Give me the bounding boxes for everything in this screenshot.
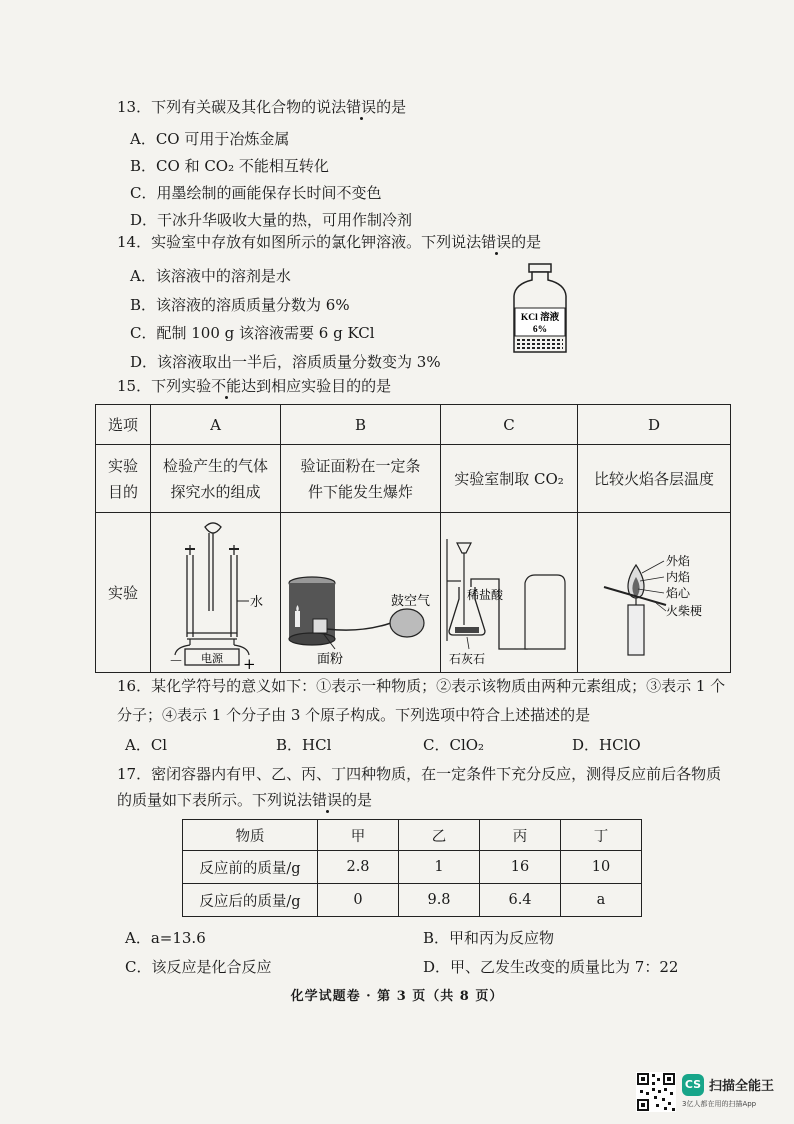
q13-stem-emphasis: 错误 <box>346 98 377 116</box>
q15-header-d: D <box>578 405 731 445</box>
q16-option-b: B．HCl <box>276 736 332 754</box>
q15-experiment-row <box>96 513 731 673</box>
label-dilute-hcl: 稀盐酸 <box>467 587 504 602</box>
q16-line-1: 16．某化学符号的意义如下：①表示一种物质；②表示该物质由两种元素组成；③表示 1 个 <box>117 677 726 695</box>
q17-header-yi: 乙 <box>399 820 480 851</box>
q17-line-2 <box>117 790 372 810</box>
kcl-bottle-figure <box>505 262 575 358</box>
q15-stem <box>117 376 391 396</box>
q15-figure-a-cell <box>151 513 281 673</box>
q15-experiment-label: 实验 <box>96 513 151 673</box>
q17-cell-after-ding: a <box>561 884 642 917</box>
q17-header-jia: 甲 <box>318 820 399 851</box>
q17-cell-after-yi: 9.8 <box>399 884 480 917</box>
q15-stem-emphasis: 不能 <box>211 377 242 395</box>
bottle-stopper <box>529 264 551 272</box>
q15-purpose-row <box>96 445 731 513</box>
q17-cell-label-before: 反应前的质量/g <box>183 851 318 884</box>
q17-header-row <box>183 820 642 851</box>
q17-table <box>182 819 642 917</box>
q17-option-c: C．该反应是化合反应 <box>125 958 272 976</box>
q15-purpose-label-2: 目的 <box>107 482 138 501</box>
q16-option-c: C．ClO₂ <box>423 736 485 754</box>
q15-purpose-label-1: 实验 <box>107 456 138 475</box>
q14-stem-text: 14．实验室中存放有如图所示的氯化钾溶液。下列说法 <box>117 233 482 251</box>
q17-cell-before-jia: 2.8 <box>318 851 399 884</box>
q14-option-d: D．该溶液取出一半后，溶质质量分数变为 3% <box>130 353 441 371</box>
label-match-stick: 火柴梗 <box>666 603 703 618</box>
q17-cell-label-after: 反应后的质量/g <box>183 884 318 917</box>
q13-stem-end: 的是 <box>376 98 407 116</box>
q17-line-2-end: 的是 <box>342 791 373 809</box>
bottle-label-name: KCl 溶液 <box>520 313 560 323</box>
q14-stem <box>117 232 541 252</box>
scanner-app-title: 扫描全能王 <box>709 1079 775 1094</box>
label-flour: 面粉 <box>317 651 344 667</box>
q15-purpose-a-1: 检验产生的气体 <box>162 456 268 475</box>
bottle-label-percent: 6% <box>532 325 548 335</box>
q15-header-a: A <box>151 405 281 445</box>
q17-header-substance: 物质 <box>183 820 318 851</box>
scanner-app-subtitle: 3亿人都在用的扫描App <box>682 1100 757 1108</box>
q15-header-row <box>96 405 731 445</box>
q17-cell-after-bing: 6.4 <box>480 884 561 917</box>
q17-line-1: 17．密闭容器内有甲、乙、丙、丁四种物质，在一定条件下充分反应，测得反应前后各物质 <box>117 765 722 783</box>
q15-figure-b-cell <box>281 513 441 673</box>
q17-header-bing: 丙 <box>480 820 561 851</box>
label-water: 水 <box>250 594 264 610</box>
q15-purpose-b-2: 件下能发生爆炸 <box>307 482 413 501</box>
q14-stem-end: 的是 <box>511 233 542 251</box>
qr-code-icon <box>636 1072 676 1112</box>
q15-purpose-b <box>281 445 441 513</box>
q13-option-d: D．干冰升华吸收大量的热，可用作制冷剂 <box>130 211 413 229</box>
q14-option-b: B．该溶液的溶质质量分数为 6% <box>130 296 350 314</box>
q15-figure-c-cell <box>441 513 578 673</box>
q15-stem-text: 15．下列实验 <box>117 377 212 395</box>
q14-option-a: A．该溶液中的溶剂是水 <box>130 267 291 285</box>
camscanner-logo-icon: CS <box>682 1074 704 1096</box>
label-power: 电源 <box>201 651 223 665</box>
q15-purpose-c: 实验室制取 CO₂ <box>441 445 578 513</box>
q15-purpose-label <box>96 445 151 513</box>
q13-stem <box>117 97 406 117</box>
q15-figure-d-cell <box>578 513 731 673</box>
q17-row-after <box>183 884 642 917</box>
q16-option-d: D．HClO <box>572 736 641 754</box>
q15-purpose-a-2: 探究水的组成 <box>170 482 261 501</box>
q15-header-option: 选项 <box>96 405 151 445</box>
q17-option-d: D．甲、乙发生改变的质量比为 7：22 <box>423 958 679 976</box>
label-minus: － <box>169 653 183 670</box>
page-footer: 化学试题卷 · 第 3 页（共 8 页） <box>290 989 504 1004</box>
q16-line-2: 分子；④表示 1 个分子由 3 个原子构成。下列选项中符合上述描述的是 <box>117 706 591 724</box>
q13-stem-text: 13．下列有关碳及其化合物的说法 <box>117 98 347 116</box>
q17-cell-before-yi: 1 <box>399 851 480 884</box>
electrolysis-apparatus-figure <box>151 515 278 671</box>
flame-layers-figure <box>578 515 728 671</box>
label-limestone: 石灰石 <box>449 651 486 666</box>
q17-line-2-emphasis: 错误 <box>312 791 343 809</box>
label-flame-core: 焰心 <box>666 585 691 600</box>
q17-line-2-text: 的质量如下表所示。下列说法 <box>117 791 313 809</box>
q16-option-a: A．Cl <box>125 736 168 754</box>
q17-cell-before-bing: 16 <box>480 851 561 884</box>
q13-option-c: C．用墨绘制的画能保存长时间不变色 <box>130 184 382 202</box>
label-inner-flame: 内焰 <box>666 569 691 584</box>
q15-purpose-d: 比较火焰各层温度 <box>578 445 731 513</box>
label-blow-air: 鼓空气 <box>391 593 431 609</box>
q17-option-b: B．甲和丙为反应物 <box>423 929 555 947</box>
co2-generation-figure <box>441 515 575 671</box>
q15-purpose-b-1: 验证面粉在一定条 <box>300 456 421 475</box>
q17-cell-before-ding: 10 <box>561 851 642 884</box>
q15-table <box>95 404 731 673</box>
flour-explosion-figure <box>281 515 438 671</box>
q14-stem-emphasis: 错误 <box>481 233 512 251</box>
q17-cell-after-jia: 0 <box>318 884 399 917</box>
q17-option-a: A．a=13.6 <box>125 929 206 947</box>
q15-header-b: B <box>281 405 441 445</box>
q15-stem-end: 达到相应实验目的的是 <box>241 377 392 395</box>
q17-row-before <box>183 851 642 884</box>
q13-option-b: B．CO 和 CO₂ 不能相互转化 <box>130 157 329 175</box>
q15-purpose-a <box>151 445 281 513</box>
q13-option-a: A．CO 可用于冶炼金属 <box>130 130 290 148</box>
q17-header-ding: 丁 <box>561 820 642 851</box>
q14-option-c: C．配制 100 g 该溶液需要 6 g KCl <box>130 324 375 342</box>
q15-header-c: C <box>441 405 578 445</box>
label-outer-flame: 外焰 <box>666 553 691 568</box>
label-plus: + <box>243 654 256 671</box>
